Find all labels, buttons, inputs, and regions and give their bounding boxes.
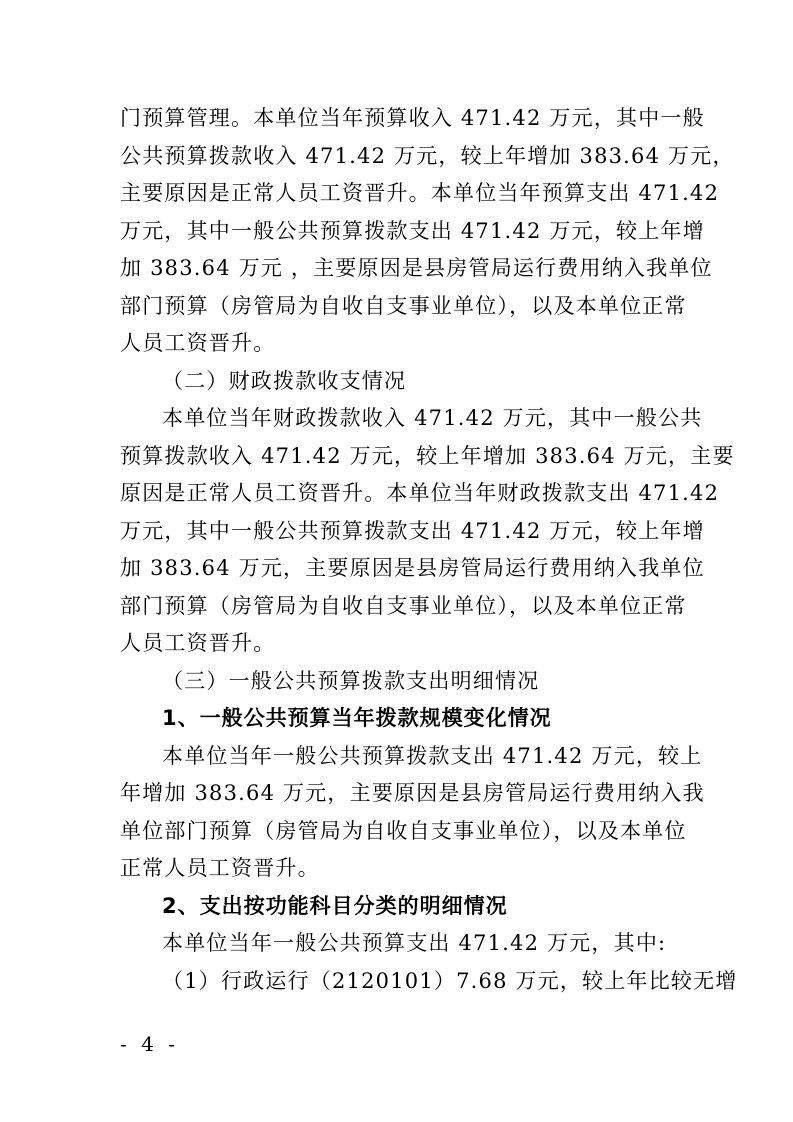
body-text-line: 原因是正常人员工资晋升。本单位当年财政拨款支出 471.42	[120, 481, 720, 505]
body-text-line: 加 383.64 万元，主要原因是县房管局运行费用纳入我单位	[120, 556, 705, 580]
body-text-line: 本单位当年一般公共预算拨款支出 471.42 万元，较上	[162, 743, 703, 768]
subsection-heading: 1、一般公共预算当年拨款规模变化情况	[162, 706, 552, 730]
body-text-line: 预算拨款收入 471.42 万元，较上年增加 383.64 万元，主要	[120, 443, 735, 468]
body-text-line: 门预算管理。本单位当年预算收入 471.42 万元，其中一般	[120, 106, 705, 130]
body-text-line: 万元，其中一般公共预算拨款支出 471.42 万元，较上年增	[120, 218, 705, 243]
body-text-line: 公共预算拨款收入 471.42 万元，较上年增加 383.64 万元，	[120, 143, 735, 168]
body-text-line: 本单位当年财政拨款收入 471.42 万元，其中一般公共	[162, 406, 703, 430]
body-text-line: 部门预算（房管局为自收自支事业单位），以及本单位正常	[120, 593, 687, 618]
section-heading: （三）一般公共预算拨款支出明细情况	[162, 668, 540, 693]
body-text-line: 本单位当年一般公共预算支出 471.42 万元，其中:	[162, 931, 667, 955]
subsection-heading: 2、支出按功能科目分类的明细情况	[162, 893, 508, 918]
body-text-line: 人员工资晋升。	[120, 631, 276, 655]
body-text-line: （1）行政运行（2120101）7.68 万元，较上年比较无增	[162, 968, 738, 993]
body-text-line: 加 383.64 万元 ，主要原因是县房管局运行费用纳入我单位	[120, 256, 713, 280]
body-text-line: 人员工资晋升。	[120, 331, 276, 355]
section-heading: （二）财政拨款收支情况	[162, 368, 407, 393]
body-text-line: 年增加 383.64 万元，主要原因是县房管局运行费用纳入我	[120, 781, 705, 805]
body-text-line: 主要原因是正常人员工资晋升。本单位当年预算支出 471.42	[120, 181, 720, 205]
body-text-line: 单位部门预算（房管局为自收自支事业单位），以及本单位	[120, 818, 687, 843]
body-text-line: 部门预算（房管局为自收自支事业单位），以及本单位正常	[120, 293, 687, 318]
body-text-line: 正常人员工资晋升。	[120, 856, 320, 880]
page-number: - 4 -	[120, 1032, 179, 1056]
body-text-line: 万元，其中一般公共预算拨款支出 471.42 万元，较上年增	[120, 518, 705, 543]
